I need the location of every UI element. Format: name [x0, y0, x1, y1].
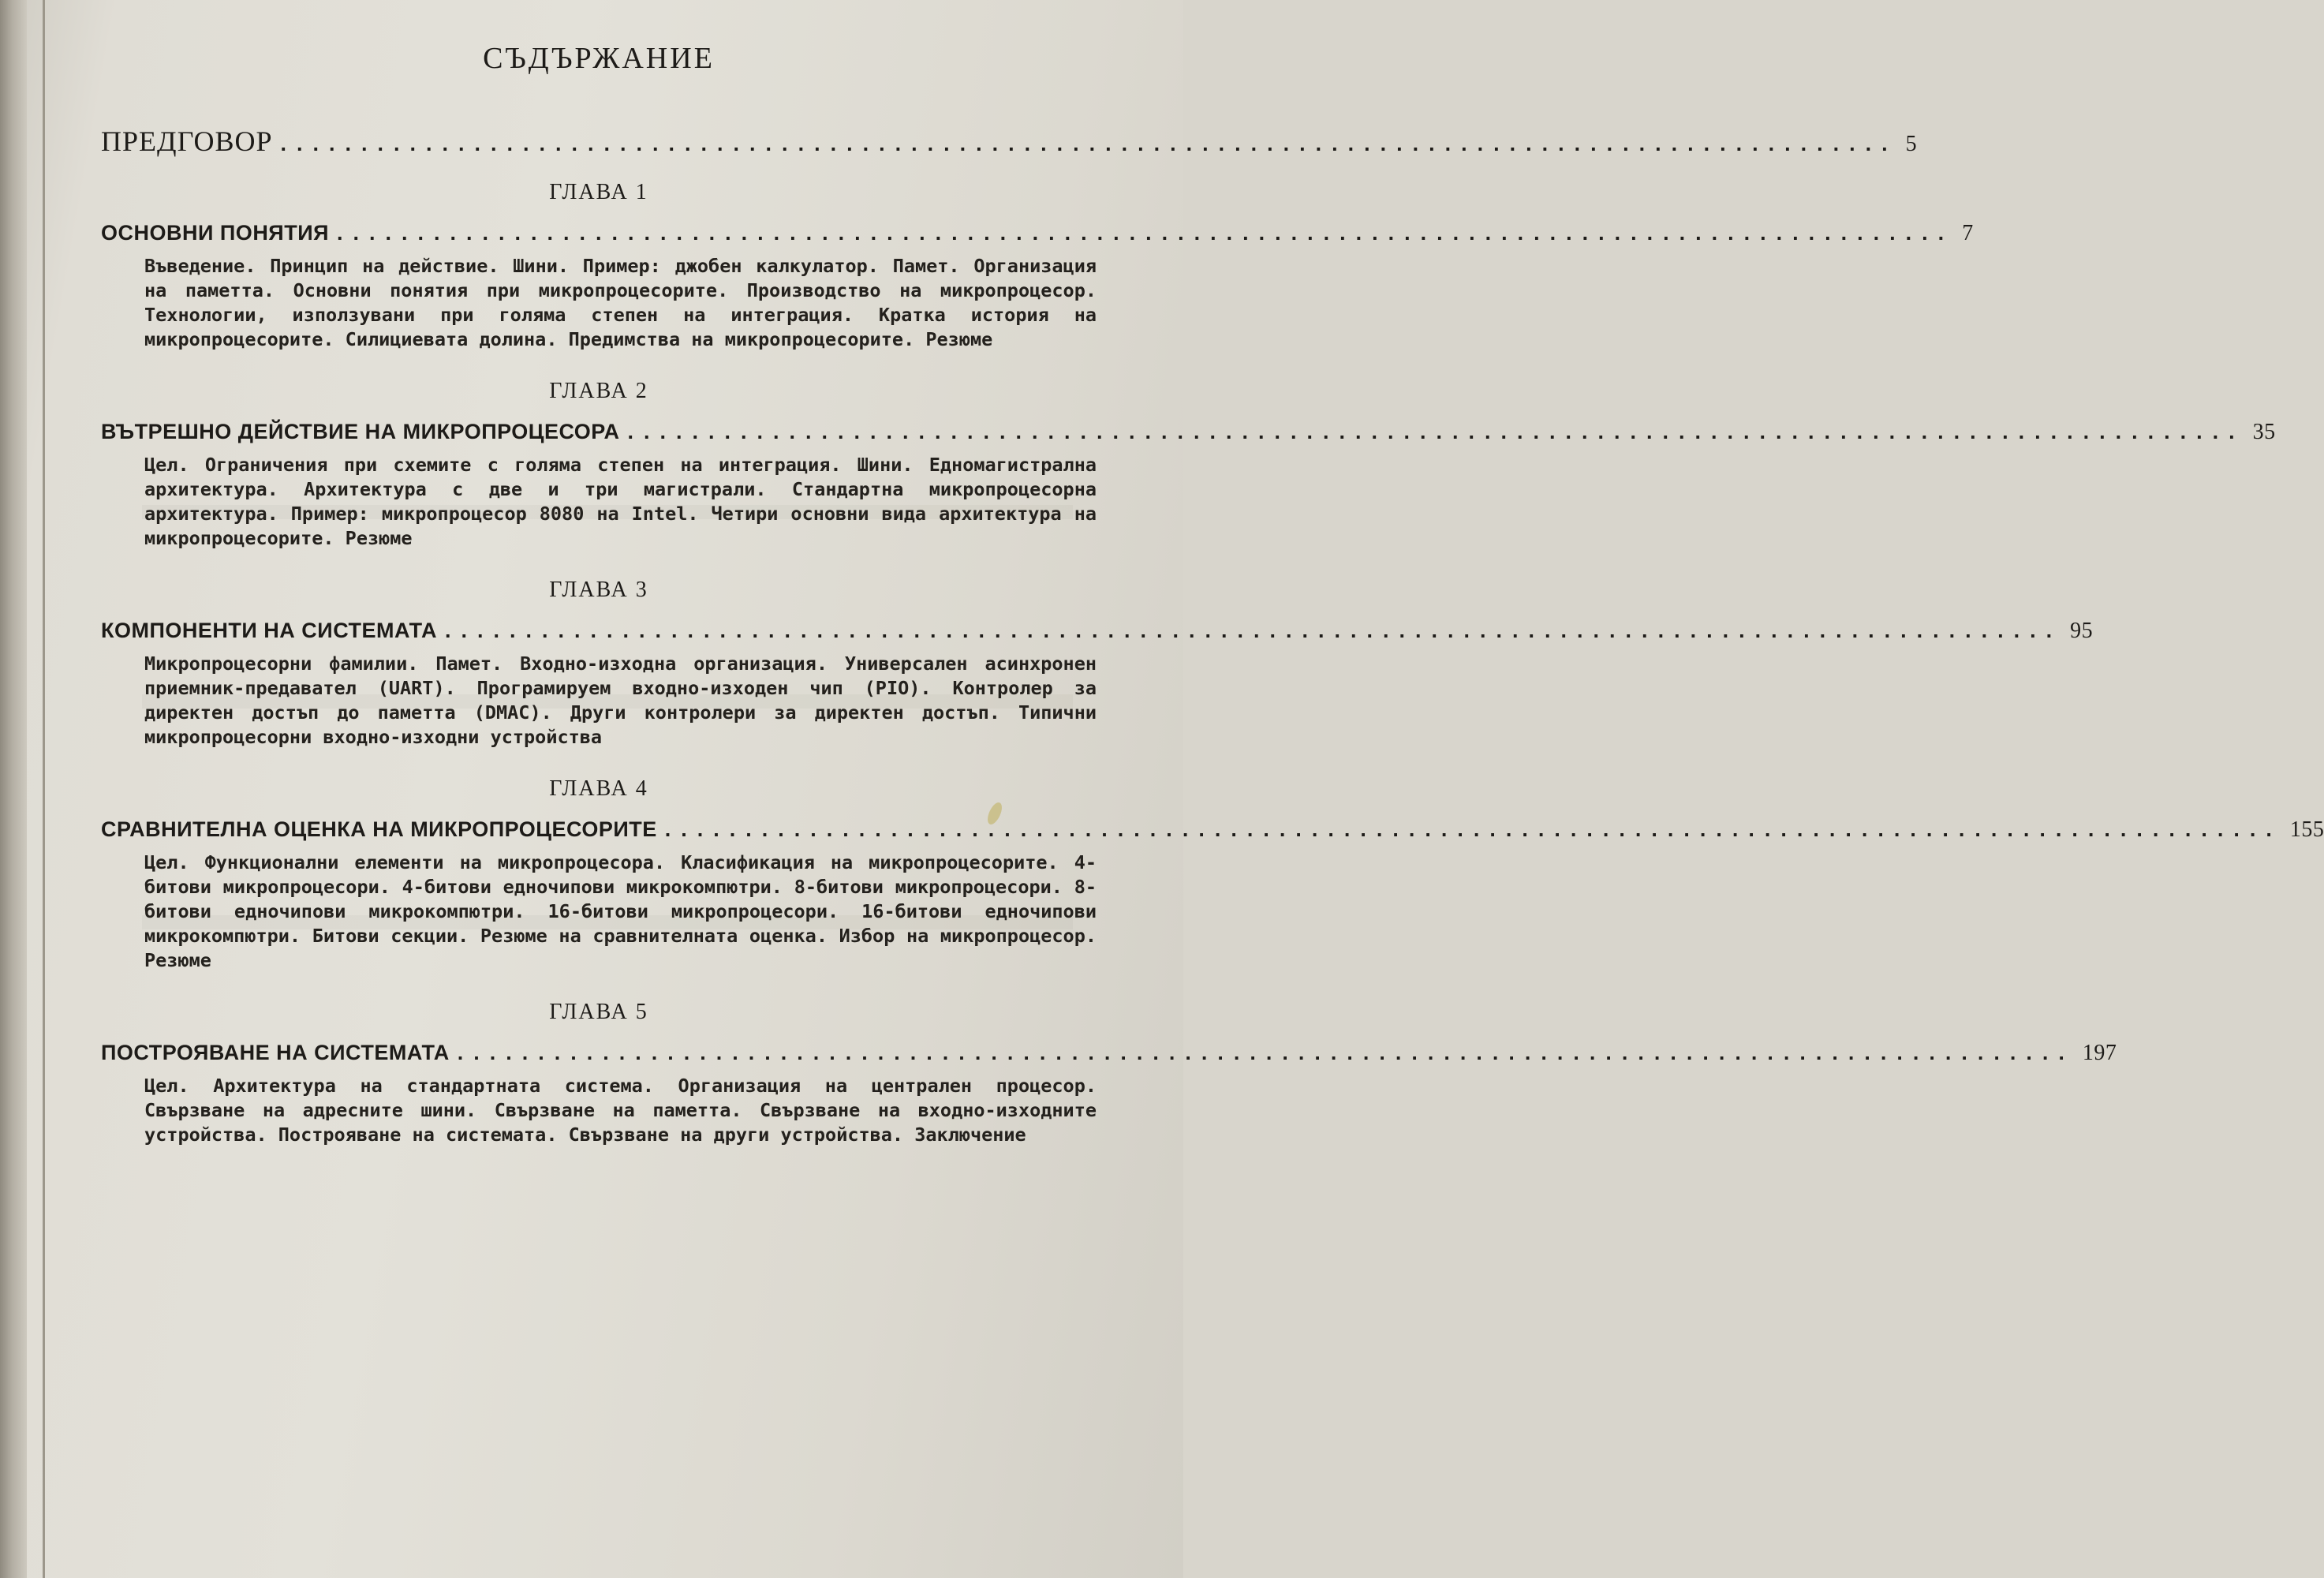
table-of-contents — [101, 41, 2324, 1174]
toc-entry-chapter-4 — [101, 817, 2324, 843]
chapter-heading: ГЛАВА 3 — [549, 578, 648, 602]
chapter-3 — [101, 578, 2094, 750]
toc-entry-title: ПОСТРОЯВАНЕ НА СИСТЕМАТА — [101, 1041, 450, 1064]
chapter-2 — [101, 379, 2276, 551]
toc-entry-title: СРАВНИТЕЛНА ОЦЕНКА НА МИКРОПРОЦЕСОРИТЕ — [101, 817, 657, 841]
chapter-heading: ГЛАВА 5 — [549, 1000, 648, 1024]
chapter-heading: ГЛАВА 1 — [549, 180, 648, 204]
dot-leader: .................................................................................................... — [664, 817, 2282, 841]
chapter-description: Цел. Ограничения при схемите с голяма степен на интеграция. Шини. Едномагистрална архитектура. Архитектура с две и три магистрали. Стандартна микропроцесорна архитектура. Пример: микропроцесор 8080 на Intel. Четири основни вида архитектура на микропроцесорите. Резюме — [144, 454, 1097, 549]
toc-entry-chapter-2 — [101, 420, 2276, 445]
toc-entry-chapter-3 — [101, 619, 2094, 644]
toc-entry-chapter-1 — [101, 221, 1974, 246]
chapter-description: Микропроцесорни фамилии. Памет. Входно-изходна организация. Универсален асинхронен приемник-предавател (UART). Програмируем входно-изходен чип (PIO). Контролер за директен достъп до паметта (DMAC). Други контролери за директен достъп. Типични микропроцесорни входно-изходни устройства — [144, 653, 1097, 748]
page-fold-line — [43, 0, 45, 1578]
toc-entry-chapter-5 — [101, 1041, 2117, 1066]
chapter-description: Въведение. Принцип на действие. Шини. Пример: джобен калкулатор. Памет. Организация на паметта. Основни понятия при микропроцесорите. Производство на микропроцесор. Технологии, използувани при голяма степен на интеграция. Кратка история на микропроцесорите. Силициевата долина. Предимства на микропроцесорите. Резюме — [144, 255, 1097, 350]
chapter-1 — [101, 180, 1974, 352]
toc-entry-page: 197 — [2082, 1041, 2117, 1065]
chapter-heading: ГЛАВА 2 — [549, 379, 648, 403]
toc-entry-page: 7 — [1962, 221, 1974, 245]
toc-entry-page: 95 — [2070, 619, 2094, 643]
page-title: СЪДЪРЖАНИЕ — [483, 42, 715, 75]
chapter-5 — [101, 1000, 2117, 1147]
toc-entry-preface — [101, 125, 1918, 158]
toc-entry-page: 5 — [1905, 132, 1918, 156]
chapter-description: Цел. Архитектура на стандартната система. Организация на централен процесор. Свързване на адресните шини. Свързване на паметта. Свързване на входно-изходните устройства. Построяване на системата. Свързване на други устройства. Заключение — [144, 1075, 1097, 1146]
toc-entry-title: КОМПОНЕНТИ НА СИСТЕМАТА — [101, 619, 437, 642]
toc-entry-title: ВЪТРЕШНО ДЕЙСТВИЕ НА МИКРОПРОЦЕСОРА — [101, 420, 620, 443]
toc-entry-title: ПРЕДГОВОР — [101, 125, 273, 157]
toc-entry-page: 155 — [2289, 817, 2324, 842]
toc-entry-page: 35 — [2252, 420, 2276, 444]
dot-leader: .................................................................................................... — [280, 132, 1898, 155]
dot-leader: .................................................................................................... — [444, 619, 2063, 642]
chapter-4 — [101, 776, 2324, 973]
dot-leader: .................................................................................................... — [337, 221, 1955, 245]
toc-entry-title: ОСНОВНИ ПОНЯТИЯ — [101, 221, 330, 245]
dot-leader: .................................................................................................... — [627, 420, 2245, 443]
dot-leader: .................................................................................................... — [457, 1041, 2075, 1064]
chapter-description: Цел. Функционални елементи на микропроцесора. Класификация на микропроцесорите. 4-битови микропроцесори. 4-битови едночипови микрокомпютри. 8-битови микропроцесори. 8-битови едночипови микрокомпютри. 16-битови микропроцесори. 16-битови едночипови микрокомпютри. Битови секции. Резюме на сравнителната оценка. Избор на микропроцесор. Резюме — [144, 851, 1097, 971]
chapter-heading: ГЛАВА 4 — [549, 776, 648, 801]
book-spine-shadow — [0, 0, 27, 1578]
